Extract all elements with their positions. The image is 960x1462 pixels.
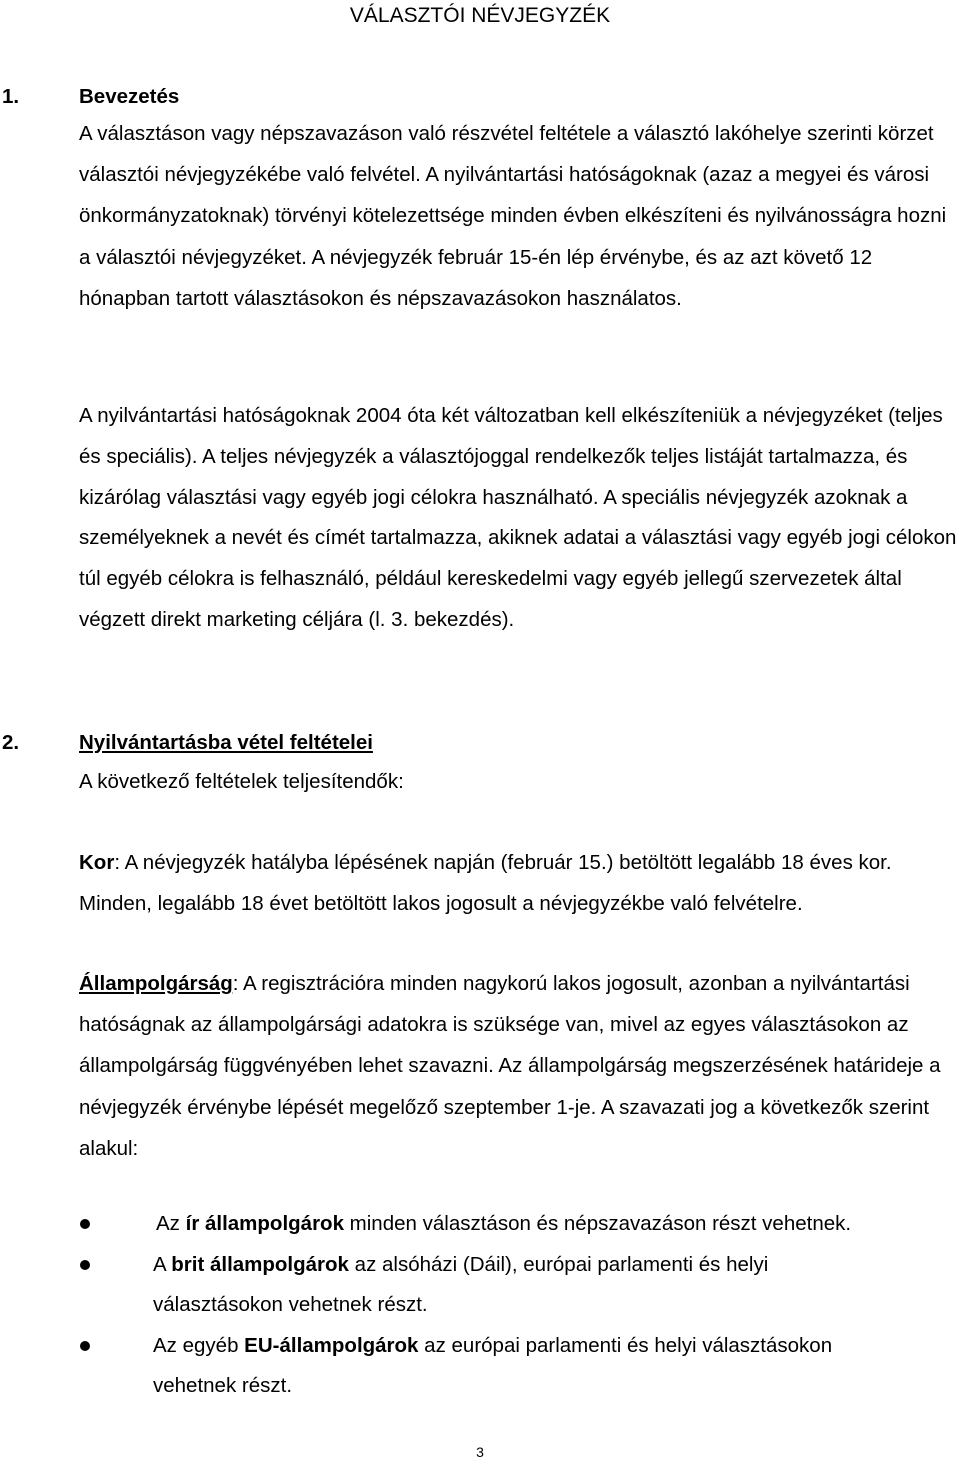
age-text: : A névjegyzék hatályba lépésének napján (február 15.) betöltött legalább 18 éves kor. Minden, legalább 18 évet betöltött lakos jogosult a névjegyzékbe való felvételre. <box>79 851 892 916</box>
list-item-bold: EU-állampolgárok <box>244 1333 419 1357</box>
section-2-title: Nyilvántartásba vétel feltételei <box>79 731 373 754</box>
list-item-prefix: Az <box>156 1212 186 1235</box>
intro-paragraph-1: A választáson vagy népszavazáson való részvétel feltétele a választó lakóhelye szerinti körzet választói névjegyzékébe való felvétel. A nyilvántartási hatóságoknak (azaz a megyei és városi önkormányzatoknak) törvényi kötelezettsége minden évben elkészíteni és nyilvánosságra hozni a választói névjegyzéket. A névjegyzék február 15-én lép érvénybe, és az azt követő 12 hónapban tartott választásokon és népszavazásokon használatos. <box>79 122 947 310</box>
voting-rights-list <box>0 1204 960 1407</box>
section-2-number: 2. <box>2 731 20 754</box>
list-item-suffix: az európai parlamenti és helyi választásokon vehetnek részt. <box>153 1333 833 1398</box>
conditions-intro: A következő feltételek teljesítendők: <box>79 770 404 793</box>
citizenship-condition <box>79 963 959 1169</box>
bullet-dot-icon <box>80 1260 90 1270</box>
list-item-suffix: minden választáson és népszavazáson részt vehetnek. <box>343 1212 852 1235</box>
list-item <box>0 1245 960 1326</box>
citizenship-text: : A regisztrációra minden nagykorú lakos jogosult, azonban a nyilvántartási hatóságnak az állampolgársági adatokra is szüksége van, mivel az egyes választásokon az állampolgárság függvényében lehet szavazni. Az állampolgárság megszerzésének határideje a névjegyzék érvénybe lépését megelőző szeptember 1-je. A szavazati jog a következők szerint alakul: <box>79 972 941 1160</box>
intro-paragraph-2: A nyilvántartási hatóságoknak 2004 óta két változatban kell elkészíteniük a névjegyzéket (teljes és speciális). A teljes névjegyzék a választójoggal rendelkezők teljes listáját tartalmazza, és kizárólag választási vagy egyéb jogi célokra használható. A speciális névjegyzék azoknak a személyeknek a nevét és címét tartalmazza, akiknek adatai a választási vagy egyéb jogi célokon túl egyéb célokra is felhasználó, például kereskedelmi vagy egyéb jellegű szervezetek által végzett direkt marketing céljára (l. 3. bekezdés). <box>79 404 957 631</box>
bullet-dot-icon <box>80 1341 90 1351</box>
list-item-bold: brit állampolgárok <box>171 1252 349 1276</box>
age-label: Kor <box>79 851 115 874</box>
list-item-prefix: Az egyéb <box>153 1333 245 1357</box>
section-1-number: 1. <box>2 85 20 108</box>
list-item-prefix: A <box>153 1252 172 1276</box>
age-condition <box>79 842 949 924</box>
list-item <box>0 1204 960 1245</box>
document-title: VÁLASZTÓI NÉVJEGYZÉK <box>349 4 611 27</box>
list-item <box>0 1326 960 1407</box>
citizenship-label: Állampolgárság <box>79 972 233 995</box>
section-1-title: Bevezetés <box>79 85 180 108</box>
list-item-bold: ír állampolgárok <box>185 1212 344 1235</box>
page-number: 3 <box>476 1444 484 1460</box>
bullet-dot-icon <box>80 1219 90 1229</box>
list-item-suffix: az alsóházi (Dáil), európai parlamenti és helyi választásokon vehetnek részt. <box>153 1252 769 1317</box>
